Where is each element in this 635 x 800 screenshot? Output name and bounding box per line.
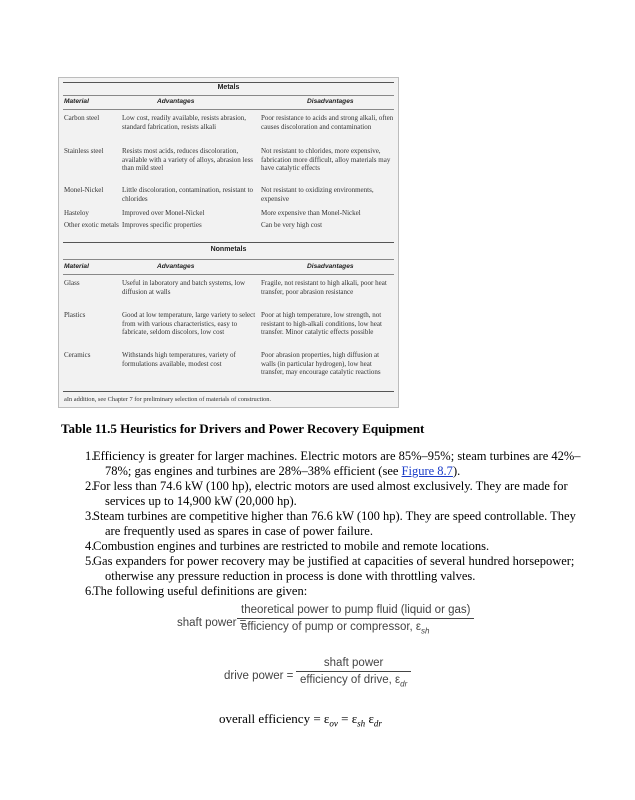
nonmetals-header-disadvantages: Disadvantages	[307, 263, 354, 270]
shaft-power-denominator: efficiency of pump or compressor, ε	[241, 621, 422, 633]
list-number: 1.	[85, 449, 95, 463]
metals-row-1-advantages: Low cost, readily available, resists abrasion, standard fabrication, resists alkali	[122, 114, 247, 131]
list-item	[61, 479, 581, 509]
nonmetals-header-material: Material	[64, 263, 89, 270]
metals-row-5-disadvantages: Can be very high cost	[261, 221, 323, 229]
list-item-text: For less than 74.6 kW (100 hp), electric motors are used almost exclusively. They are made for services up to 14,900 kW (20,000 hp).	[93, 479, 568, 508]
list-number: 2.	[85, 479, 95, 493]
table-footnote: aIn addition, see Chapter 7 for preliminary selection of materials of construction.	[64, 396, 272, 403]
materials-table-figure	[58, 77, 399, 408]
nonmetals-row-2-material: Plastics	[64, 311, 86, 319]
list-item-text: Steam turbines are competitive higher than 76.6 kW (100 hp). They are speed controllable. They are frequently used as spares in case of power failure.	[93, 509, 576, 538]
nonmetals-row-3-material: Ceramics	[64, 351, 91, 359]
metals-row-4-advantages: Improved over Monel-Nickel	[122, 209, 205, 217]
metals-row-1-material: Carbon steel	[64, 114, 100, 122]
drive-power-denominator: efficiency of drive, ε	[300, 674, 401, 686]
shaft-power-lhs: shaft power =	[177, 617, 247, 629]
nonmetals-row-1-advantages: Useful in laboratory and batch systems, low diffusion at walls	[122, 279, 246, 296]
metals-row-4-material: Hasteloy	[64, 209, 89, 217]
list-number: 4.	[85, 539, 95, 553]
list-item	[61, 509, 581, 539]
metals-header-rule	[63, 109, 394, 110]
drive-power-subscript: dr	[400, 679, 408, 689]
nonmetals-section-title: Nonmetals	[210, 246, 247, 253]
list-item-text: Efficiency is greater for larger machines. Electric motors are 85%–95%; steam turbines are 42%–78%; gas engines and turbines are 28%–38% efficient (see	[93, 449, 581, 478]
nonmetals-row-3-disadvantages: Poor abrasion properties, high diffusion at walls (in particular hydrogen), low heat transfer, may encourage catalytic reactions	[261, 351, 381, 377]
nonmetals-title-rule	[63, 259, 394, 260]
overall-efficiency-equation: overall efficiency = $\varepsilon_{ov} = \varepsilon_{sh}$ $\varepsilon_{dr}$	[219, 711, 382, 729]
list-item	[61, 584, 581, 599]
metals-header-disadvantages: Disadvantages	[307, 98, 354, 105]
drive-power-lhs: drive power =	[224, 670, 294, 682]
list-item-text: Combustion engines and turbines are restricted to mobile and remote locations.	[93, 539, 490, 553]
metals-row-2-material: Stainless steel	[64, 147, 104, 155]
table-caption: Table 11.5 Heuristics for Drivers and Power Recovery Equipment	[61, 421, 425, 436]
metals-row-5-advantages: Improves specific properties	[122, 221, 202, 229]
table-top-rule	[63, 82, 394, 83]
nonmetals-row-1-material: Glass	[64, 279, 80, 287]
nonmetals-header-rule	[63, 274, 394, 275]
metals-row-2-advantages: Resists most acids, reduces discoloration, available with a variety of alloys, abrasion less than mild steel	[122, 147, 254, 173]
list-item-text: The following useful definitions are given:	[93, 584, 308, 598]
metals-header-advantages: Advantages	[157, 98, 195, 105]
metals-row-3-disadvantages: Not resistant to oxidizing environments, expensive	[261, 186, 374, 203]
list-item	[61, 554, 581, 584]
list-item	[61, 539, 581, 554]
drive-power-numerator: shaft power	[323, 657, 384, 669]
list-number: 6.	[85, 584, 95, 598]
list-item-text: Gas expanders for power recovery may be justified at capacities of several hundred horsepower; otherwise any pressure reduction in process is done with throttling valves.	[93, 554, 575, 583]
nonmetals-top-rule	[63, 242, 394, 243]
heuristics-list	[61, 449, 581, 599]
metals-row-3-advantages: Little discoloration, contamination, resistant to chlorides	[122, 186, 254, 203]
nonmetals-row-2-advantages: Good at low temperature, large variety to select from with various characteristics, easy to fabricate, seldom discolors, low cost	[122, 311, 256, 337]
list-item-text-after: ).	[452, 464, 461, 478]
metals-section-title: Metals	[217, 84, 240, 91]
metals-row-3-material: Monel-Nickel	[64, 186, 104, 194]
metals-row-5-material: Other exotic metals	[64, 221, 119, 229]
table-bottom-rule	[63, 391, 394, 392]
nonmetals-header-advantages: Advantages	[157, 263, 195, 270]
nonmetals-row-3-advantages: Withstands high temperatures, variety of formulations available, modest cost	[122, 351, 236, 368]
nonmetals-row-2-disadvantages: Poor at high temperature, low strength, not resistant to high-alkali conditions, low heat transfer. Minor catalytic effects possible	[261, 311, 382, 337]
metals-title-rule	[63, 95, 394, 96]
shaft-power-numerator: theoretical power to pump fluid (liquid or gas)	[241, 604, 471, 616]
list-number: 3.	[85, 509, 95, 523]
list-number: 5.	[85, 554, 95, 568]
figure-link[interactable]: Figure 8.7	[401, 464, 453, 478]
shaft-power-subscript: sh	[421, 626, 430, 636]
metals-header-material: Material	[64, 98, 89, 105]
metals-row-1-disadvantages: Poor resistance to acids and strong alkali, often causes discoloration and contamination	[261, 114, 394, 131]
list-item	[61, 449, 581, 479]
nonmetals-row-1-disadvantages: Fragile, not resistant to high alkali, poor heat transfer, poor abrasion resistance	[261, 279, 387, 296]
metals-row-2-disadvantages: Not resistant to chlorides, more expensive, fabrication more difficult, alloy materials may have catalytic effects	[261, 147, 391, 173]
metals-row-4-disadvantages: More expensive than Monel-Nickel	[261, 209, 361, 217]
